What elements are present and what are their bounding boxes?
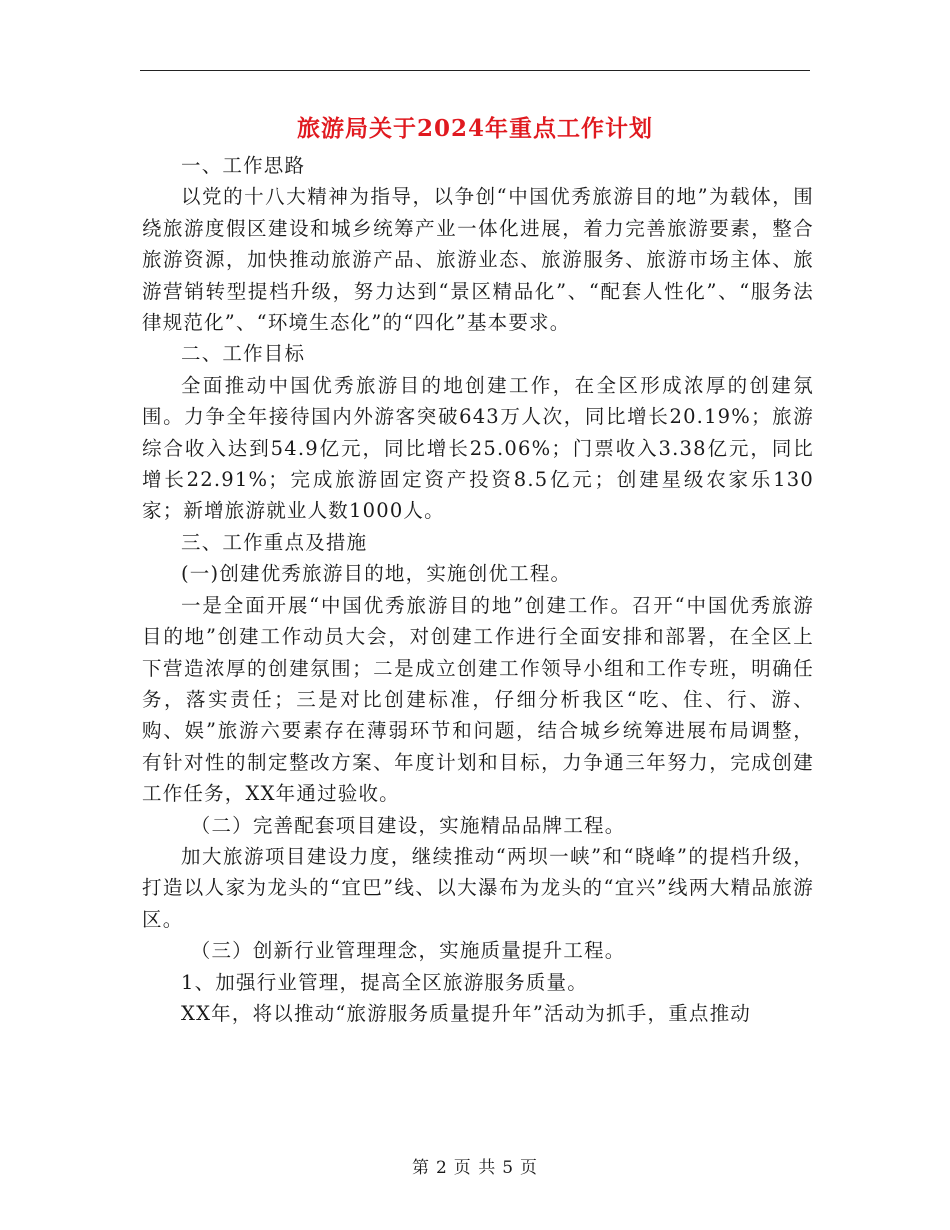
subheading-1: (一)创建优秀旅游目的地，实施创优工程。 — [181, 562, 572, 586]
footer-label-of: 页 共 — [453, 1158, 497, 1178]
header-rule — [140, 70, 810, 71]
footer-total-pages: 5 — [502, 1158, 515, 1178]
footer-label-pages: 页 — [520, 1158, 539, 1178]
footer-current-page: 2 — [435, 1158, 448, 1178]
subheading-3: （三）创新行业管理理念，实施质量提升工程。 — [190, 939, 626, 963]
item-1-heading: 1、加强行业管理，提高全区旅游服务质量。 — [181, 970, 588, 994]
paragraph-subsection-2: 加大旅游项目建设力度，继续推动“两坝一峡”和“晓峰”的提档升级，打造以人家为龙头的“宜巴”线、以大瀑布为龙头的“宜兴”线两大精品旅游区。 — [142, 844, 814, 931]
heading-work-approach: 一、工作思路 — [181, 154, 306, 177]
paragraph-subsection-1: 一是全面开展“中国优秀旅游目的地”创建工作。召开“中国优秀旅游目的地”创建工作动员大会，对创建工作进行全面安排和部署，在全区上下营造浓厚的创建氛围；二是成立创建工作领导小组和工作专班，明确任务，落实责任；三是对比创建标准，仔细分析我区“吃、住、行、游、购、娱”旅游六要素存在薄弱环节和问题，结合城乡统筹进展布局调整，有针对性的制定整改方案、年度计划和目标，力争通三年努力，完成创建工作任务，XX年通过验收。 — [142, 593, 814, 806]
paragraph-work-approach: 以党的十八大精神为指导，以争创“中国优秀旅游目的地”为载体，围绕旅游度假区建设和城乡统筹产业一体化进展，着力完善旅游要素，整合旅游资源，加快推动旅游产品、旅游业态、旅游服务、旅游市场主体、旅游营销转型提档升级，努力达到“景区精品化”、“配套人性化”、“服务法律规范化”、“环境生态化”的“四化”基本要求。 — [142, 185, 814, 335]
paragraph-work-goals: 全面推动中国优秀旅游目的地创建工作，在全区形成浓厚的创建氛围。力争全年接待国内外游客突破643万人次，同比增长20.19%；旅游综合收入达到54.9亿元，同比增长25.06%；门票收入3.38亿元，同比增长22.91%；完成旅游固定资产投资8.5亿元；创建星级农家乐130家；新增旅游就业人数1000人。 — [142, 373, 814, 523]
paragraph-item-1: XX年，将以推动“旅游服务质量提升年”活动为抓手，重点推动 — [181, 1001, 752, 1025]
page-footer — [0, 1153, 950, 1178]
heading-work-goals: 二、工作目标 — [181, 342, 306, 366]
document-body — [142, 150, 814, 1029]
subheading-2: （二）完善配套项目建设，实施精品品牌工程。 — [190, 813, 626, 837]
document-title: 旅游局关于2024年重点工作计划 — [296, 115, 653, 142]
footer-label-page: 第 — [411, 1158, 430, 1178]
heading-key-measures: 三、工作重点及措施 — [181, 530, 368, 554]
